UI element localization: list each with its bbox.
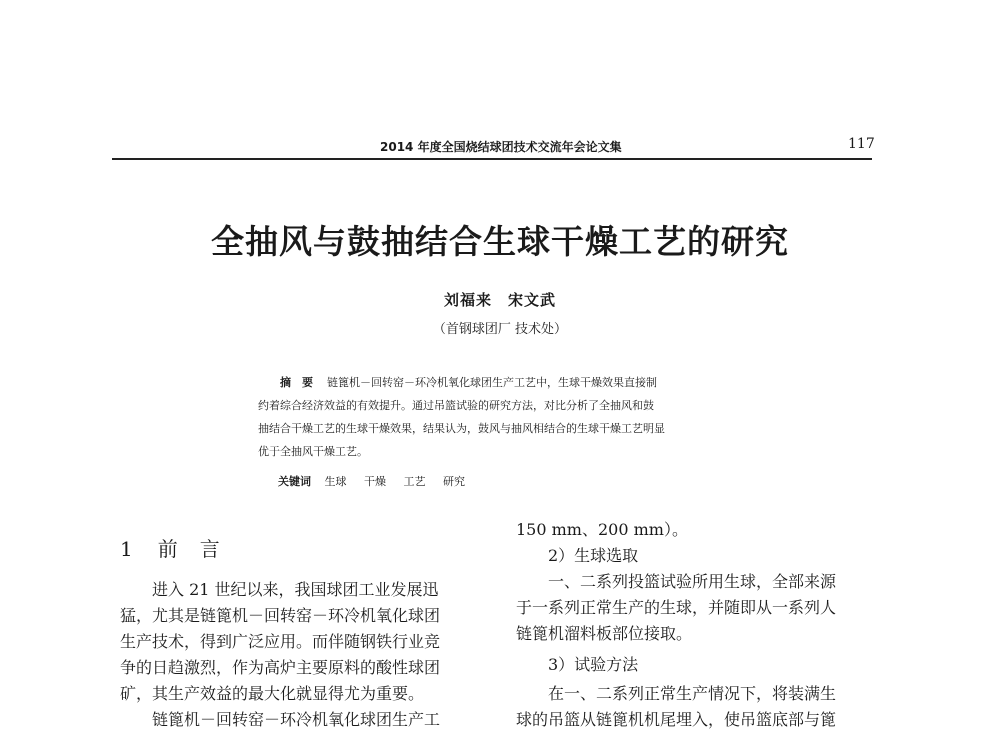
abstract-label: 摘 要 (280, 376, 313, 389)
body-line: 链篦机溜料板部位接取。 (516, 624, 693, 643)
affiliation: （首钢球团厂 技术处） (432, 322, 568, 337)
paper-title: 全抽风与鼓抽结合生球干燥工艺的研究 (211, 222, 789, 261)
body-line: 链篦机－回转窑－环冷机氧化球团生产工 (152, 710, 441, 729)
section-number: 1 (120, 537, 134, 561)
keywords-label: 关键词 (278, 475, 311, 488)
body-line: 一、二系列投篮试验所用生球，全部来源 (548, 572, 837, 591)
body-line: 球的吊篮从链篦机机尾埋入，使吊篮底部与篦 (516, 710, 837, 729)
header-rule (112, 158, 872, 160)
subheading: 3）试验方法 (548, 655, 639, 674)
section-heading (120, 533, 221, 562)
page-number: 117 (848, 136, 875, 152)
body-line: 进入 21 世纪以来，我国球团工业发展迅 (152, 580, 439, 599)
body-line: 于一系列正常生产的生球，并随即从一系列人 (516, 598, 837, 617)
keyword: 工艺 (403, 475, 426, 488)
body-line: 生产技术，得到广泛应用。而伴随钢铁行业竞 (120, 632, 441, 651)
abstract-line: 约着综合经济效益的有效提升。通过吊篮试验的研究方法，对比分析了全抽风和鼓 (258, 399, 654, 412)
keywords (278, 473, 479, 489)
section-title: 前 言 (157, 537, 221, 561)
abstract-line: 抽结合干燥工艺的生球干燥效果，结果认为，鼓风与抽风相结合的生球干燥工艺明显 (258, 422, 665, 435)
abstract-line: 优于全抽风干燥工艺。 (258, 445, 368, 458)
abstract-line: 摘 要 链篦机－回转窑－环冷机氧化球团生产工艺中，生球干燥效果直接制 (280, 376, 657, 389)
running-header: 2014 年度全国烧结球团技术交流年会论文集 (380, 140, 622, 154)
subheading: 2）生球选取 (548, 546, 639, 565)
body-line: 矿，其生产效益的最大化就显得尤为重要。 (120, 684, 425, 703)
body-line: 150 mm、200 mm）。 (516, 520, 688, 539)
authors: 刘福来 宋文武 (443, 291, 556, 309)
keyword: 干燥 (364, 475, 386, 488)
body-line: 猛，尤其是链篦机－回转窑－环冷机氧化球团 (120, 606, 441, 625)
body-line: 在一、二系列正常生产情况下，将装满生 (548, 684, 837, 703)
body-line: 争的日趋激烈，作为高炉主要原料的酸性球团 (120, 658, 441, 677)
keyword: 研究 (443, 475, 465, 488)
keyword: 生球 (324, 475, 347, 488)
